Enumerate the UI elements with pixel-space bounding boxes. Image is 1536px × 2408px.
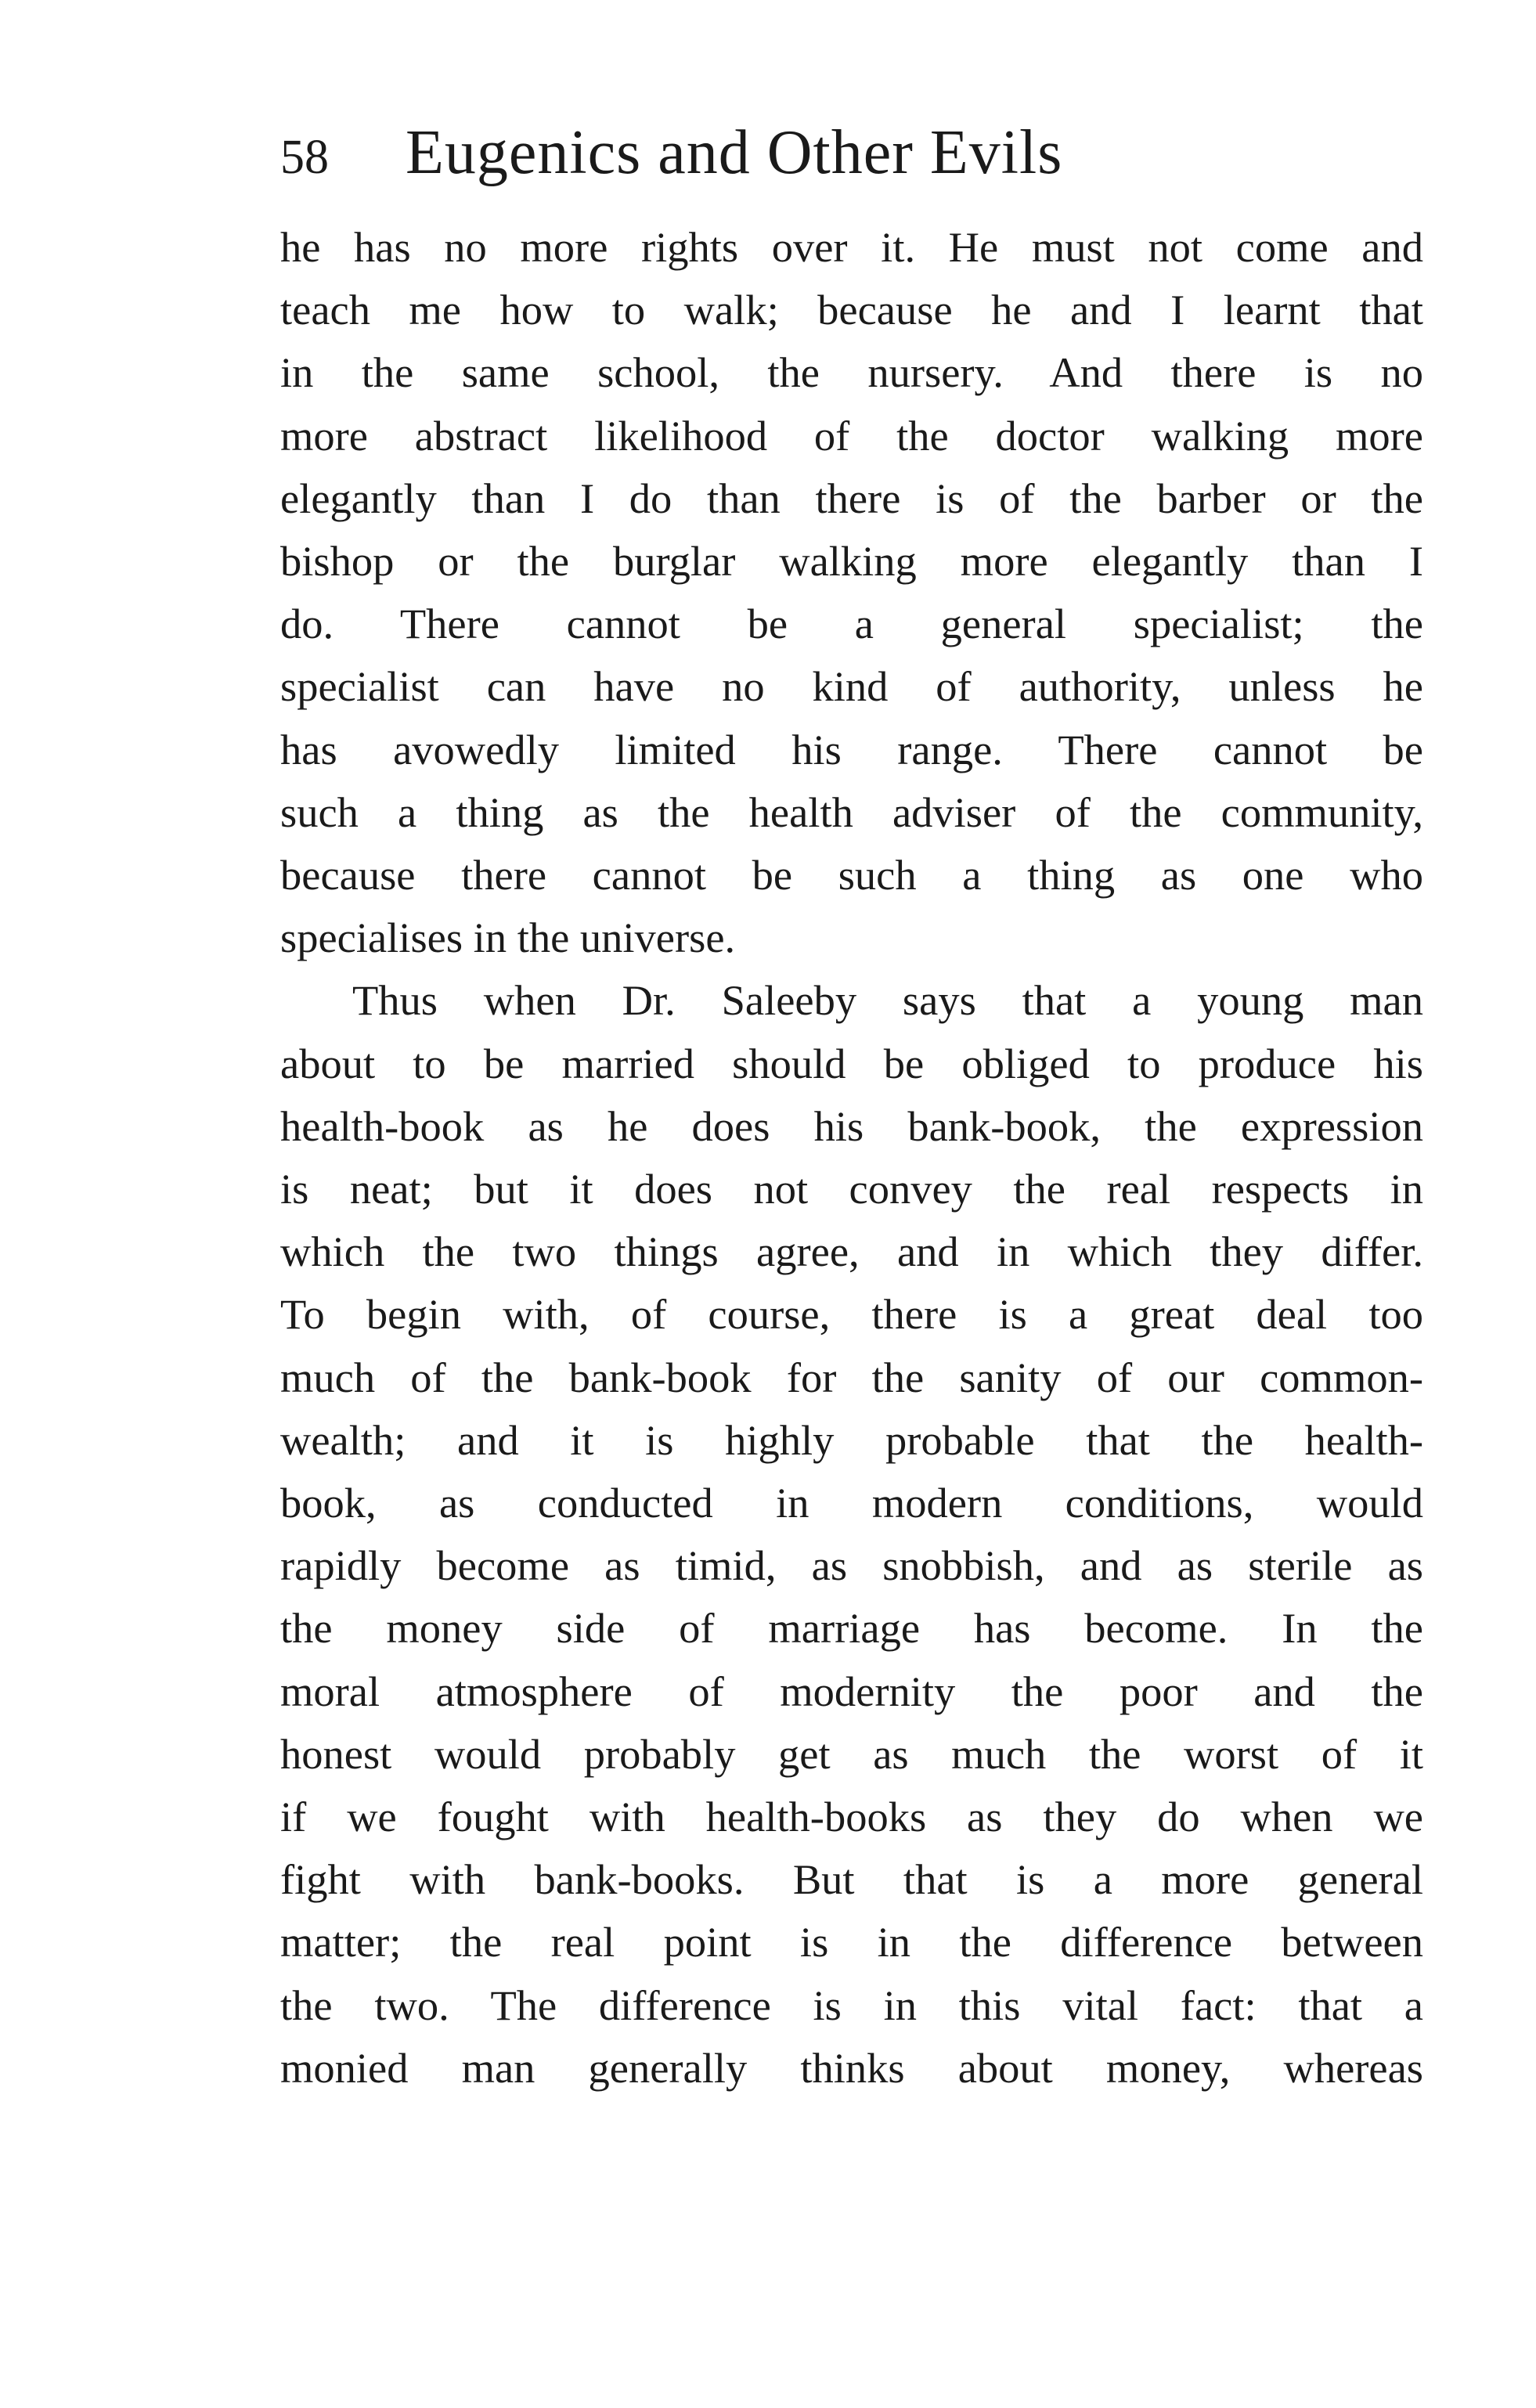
text-line: which the two things agree, and in which they differ. [280,1227,1423,1276]
text-line: teach me how to walk; because he and I learnt that [280,286,1423,334]
text-line: such a thing as the health adviser of the community, [280,788,1423,836]
text-line: about to be married should be obliged to produce his [280,1039,1423,1087]
body-text [280,216,1423,2100]
text-line: moral atmosphere of modernity the poor and the [280,1667,1423,1715]
text-line: much of the bank-book for the sanity of our common- [280,1353,1423,1401]
running-header [280,117,1423,204]
text-line: honest would probably get as much the worst of it [280,1729,1423,1778]
text-line: the money side of marriage has become. In the [280,1604,1423,1653]
text-line: monied man generally thinks about money, whereas [280,2043,1423,2092]
text-line: wealth; and it is highly probable that the health- [280,1415,1423,1464]
text-line: specialises in the universe. [280,914,736,962]
text-line: To begin with, of course, there is a great deal too [280,1290,1423,1339]
text-line: specialist can have no kind of authority, unless he [280,662,1423,711]
page-number: 58 [280,131,329,184]
text-line: if we fought with health-books as they do when we [280,1793,1423,1841]
running-title: Eugenics and Other Evils [406,118,1063,187]
text-line: elegantly than I do than there is of the barber or the [280,474,1423,522]
text-line: health-book as he does his bank-book, the expression [280,1101,1423,1150]
text-line: the two. The difference is in this vital fact: that a [280,1981,1423,2029]
text-line: more abstract likelihood of the doctor walking more [280,411,1423,460]
text-line: fight with bank-books. But that is a more general [280,1855,1423,1904]
text-line: rapidly become as timid, as snobbish, and as sterile as [280,1541,1423,1590]
text-line: matter; the real point is in the difference between [280,1918,1423,1966]
book-page [280,117,1423,2100]
text-line: bishop or the burglar walking more elegantly than I [280,537,1423,586]
text-line: book, as conducted in modern conditions, would [280,1479,1423,1527]
text-line: do. There cannot be a general specialist; the [280,600,1423,648]
text-line: is neat; but it does not convey the real respects in [280,1165,1423,1213]
text-line: he has no more rights over it. He must not come and [280,223,1423,271]
text-line: has avowedly limited his range. There cannot be [280,725,1423,773]
text-line: Thus when Dr. Saleeby says that a young man [352,976,1423,1025]
text-line: because there cannot be such a thing as one who [280,851,1423,899]
text-line: in the same school, the nursery. And there is no [280,348,1423,397]
